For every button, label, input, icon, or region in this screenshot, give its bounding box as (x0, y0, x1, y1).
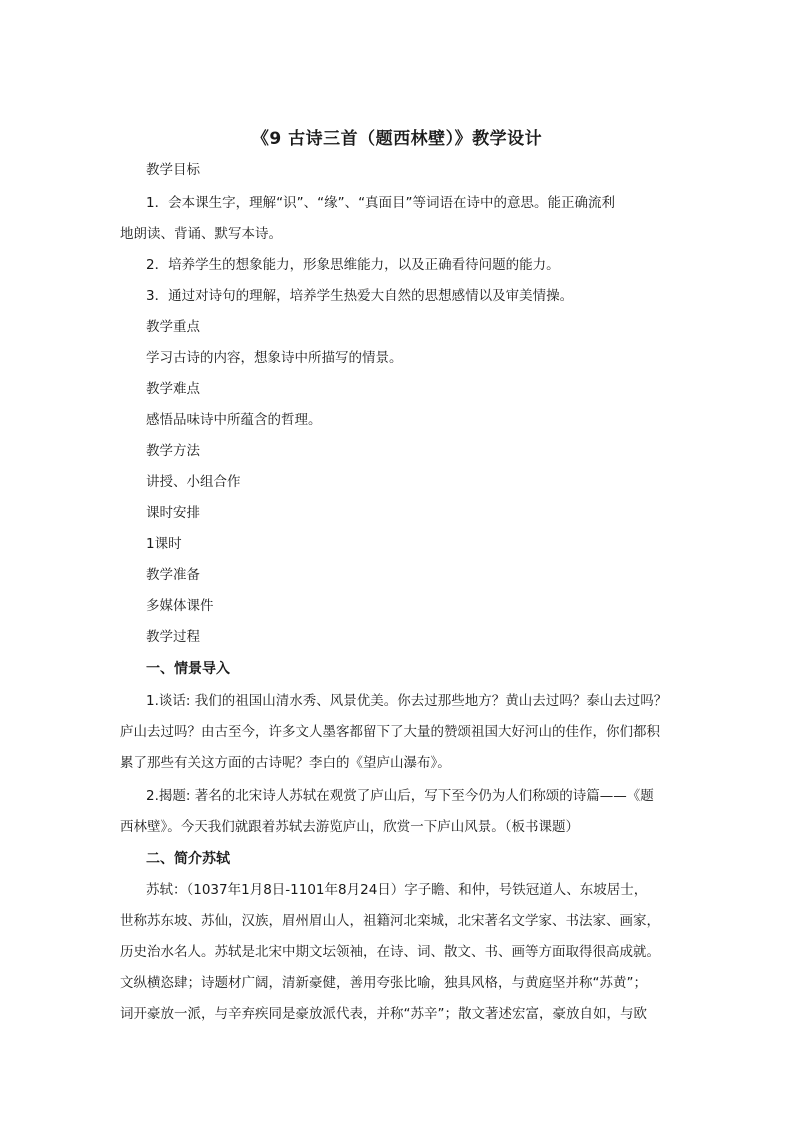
paragraph-line: 1．会本课生字，理解“识”、“缘”、“真面目”等词语在诗中的意思。能正确流利 (146, 195, 616, 211)
subsection-heading-intro: 一、情景导入 (146, 661, 230, 677)
paragraph-line: 2．培养学生的想象能力，形象思维能力，以及正确看待问题的能力。 (146, 257, 560, 273)
paragraph-line: 西林壁》。今天我们就跟着苏轼去游览庐山，欣赏一下庐山风景。（板书课题） (120, 819, 579, 835)
section-heading-preparation: 教学准备 (146, 567, 200, 583)
document-title: 《9 古诗三首（题西林壁）》教学设计 (251, 129, 543, 149)
section-heading-objectives: 教学目标 (146, 162, 200, 178)
paragraph-line: 讲授、小组合作 (146, 474, 241, 490)
paragraph-line: 历史治水名人。苏轼是北宋中期文坛领袖，在诗、词、散文、书、画等方面取得很高成就。 (120, 944, 660, 960)
paragraph-line: 苏轼：（1037年1月8日-1101年8月24日）字子瞻、和仲，号铁冠道人、东坡居士， (146, 882, 648, 898)
section-heading-key-points: 教学重点 (146, 319, 200, 335)
paragraph-line: 1.谈话: 我们的祖国山清水秀、风景优美。你去过那些地方？黄山去过吗？泰山去过吗？ (146, 693, 668, 709)
subsection-heading-su-shi: 二、简介苏轼 (146, 851, 230, 867)
paragraph-line: 多媒体课件 (146, 598, 214, 614)
paragraph-line: 学习古诗的内容，想象诗中所描写的情景。 (146, 350, 403, 366)
paragraph-line: 2.揭题: 著名的北宋诗人苏轼在观赏了庐山后，写下至今仍为人们称颂的诗篇——《题 (146, 788, 654, 804)
paragraph-line: 文纵横恣肆；诗题材广阔，清新豪健，善用夸张比喻，独具风格，与黄庭坚并称“苏黄”； (120, 975, 647, 991)
section-heading-difficulties: 教学难点 (146, 381, 200, 397)
section-heading-methods: 教学方法 (146, 443, 200, 459)
paragraph-line: 1课时 (146, 536, 182, 552)
paragraph-line: 地朗读、背诵、默写本诗。 (120, 226, 282, 242)
paragraph-line: 词开豪放一派，与辛弃疾同是豪放派代表，并称“苏辛”；散文著述宏富，豪放自如，与欧 (120, 1006, 647, 1022)
paragraph-line: 感悟品味诗中所蕴含的哲理。 (146, 412, 322, 428)
section-heading-process: 教学过程 (146, 629, 200, 645)
paragraph-line: 累了那些有关这方面的古诗呢？李白的《望庐山瀑布》。 (120, 755, 451, 771)
paragraph-line: 世称苏东坡、苏仙，汉族，眉州眉山人，祖籍河北栾城，北宋著名文学家、书法家、画家， (120, 913, 660, 929)
paragraph-line: 3．通过对诗句的理解，培养学生热爱大自然的思想感情以及审美情操。 (146, 288, 574, 304)
paragraph-line: 庐山去过吗？由古至今，许多文人墨客都留下了大量的赞颂祖国大好河山的佳作，你们都积 (120, 724, 660, 740)
section-heading-schedule: 课时安排 (146, 505, 200, 521)
